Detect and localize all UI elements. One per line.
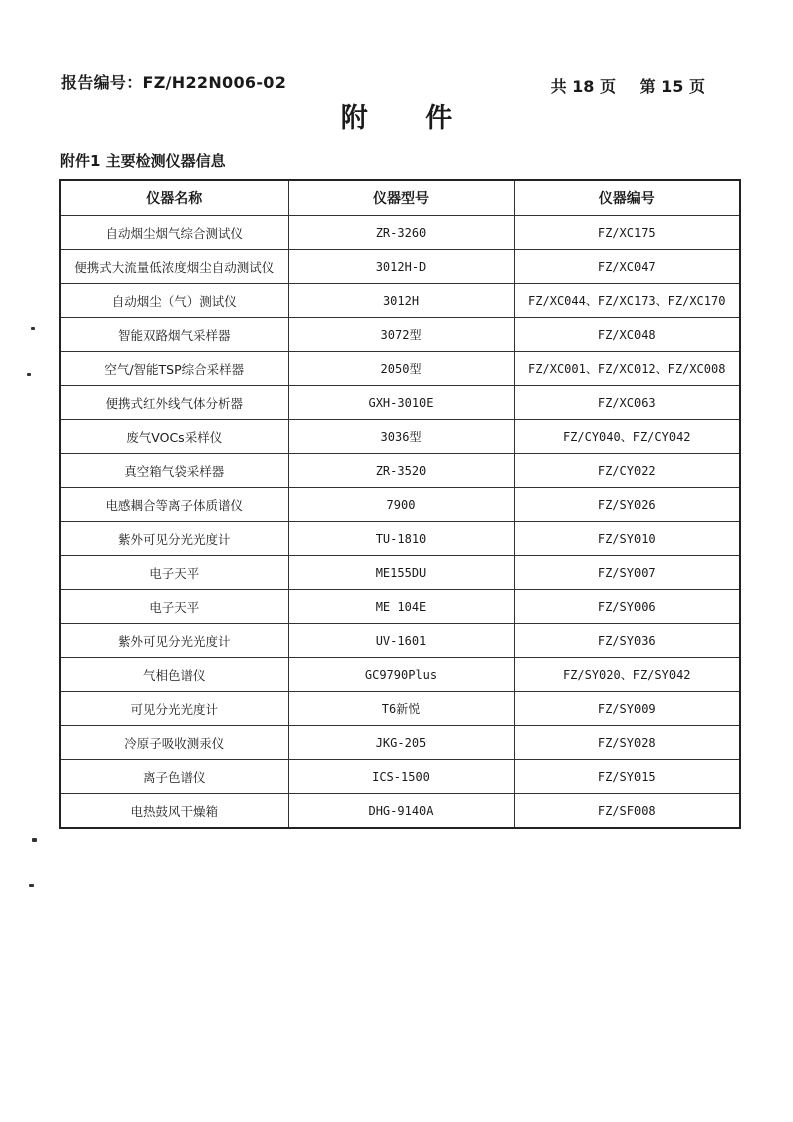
instrument-name-cell: 冷原子吸收测汞仪 xyxy=(60,726,288,760)
instrument-number-cell: FZ/SY020、FZ/SY042 xyxy=(514,658,740,692)
table-row xyxy=(60,522,740,556)
instrument-number-cell: FZ/SY009 xyxy=(514,692,740,726)
instrument-number-cell: FZ/XC063 xyxy=(514,386,740,420)
instrument-number-cell: FZ/CY040、FZ/CY042 xyxy=(514,420,740,454)
table-row xyxy=(60,794,740,829)
scan-speck xyxy=(27,373,31,376)
instrument-number-cell: FZ/XC044、FZ/XC173、FZ/XC170 xyxy=(514,284,740,318)
instrument-model-cell: ICS-1500 xyxy=(288,760,514,794)
instrument-name-cell: 自动烟尘烟气综合测试仪 xyxy=(60,216,288,250)
instrument-number-cell: FZ/SY010 xyxy=(514,522,740,556)
table-row xyxy=(60,692,740,726)
instrument-name-cell: 废气VOCs采样仪 xyxy=(60,420,288,454)
instrument-number-cell: FZ/SY015 xyxy=(514,760,740,794)
instrument-model-cell: 3012H xyxy=(288,284,514,318)
instrument-name-cell: 紫外可见分光光度计 xyxy=(60,624,288,658)
instrument-model-cell: ZR-3260 xyxy=(288,216,514,250)
instrument-number-cell: FZ/SF008 xyxy=(514,794,740,829)
instrument-number-cell: FZ/XC047 xyxy=(514,250,740,284)
table-row xyxy=(60,250,740,284)
table-row xyxy=(60,726,740,760)
table-row xyxy=(60,284,740,318)
instrument-name-cell: 紫外可见分光光度计 xyxy=(60,522,288,556)
instrument-number-cell: FZ/SY007 xyxy=(514,556,740,590)
instrument-model-cell: 3012H-D xyxy=(288,250,514,284)
table-row xyxy=(60,352,740,386)
table-row xyxy=(60,658,740,692)
instrument-name-cell: 电感耦合等离子体质谱仪 xyxy=(60,488,288,522)
table-row xyxy=(60,760,740,794)
instrument-model-cell: ME 104E xyxy=(288,590,514,624)
table-row xyxy=(60,590,740,624)
instrument-model-cell: TU-1810 xyxy=(288,522,514,556)
scan-speck xyxy=(32,838,37,842)
column-header-name: 仪器名称 xyxy=(60,180,288,216)
current-page: 第 15 页 xyxy=(639,77,705,96)
instrument-model-cell: ZR-3520 xyxy=(288,454,514,488)
instrument-table xyxy=(59,179,741,829)
instrument-model-cell: 7900 xyxy=(288,488,514,522)
instrument-number-cell: FZ/SY036 xyxy=(514,624,740,658)
table-row xyxy=(60,488,740,522)
column-header-number: 仪器编号 xyxy=(514,180,740,216)
instrument-model-cell: JKG-205 xyxy=(288,726,514,760)
instrument-name-cell: 离子色谱仪 xyxy=(60,760,288,794)
instrument-model-cell: GC9790Plus xyxy=(288,658,514,692)
section-title: 附件1 主要检测仪器信息 xyxy=(60,152,226,170)
scan-speck xyxy=(31,327,35,330)
instrument-name-cell: 气相色谱仪 xyxy=(60,658,288,692)
table-row xyxy=(60,318,740,352)
instrument-number-cell: FZ/XC048 xyxy=(514,318,740,352)
table-body xyxy=(60,216,740,829)
instrument-name-cell: 空气/智能TSP综合采样器 xyxy=(60,352,288,386)
instrument-name-cell: 便携式大流量低浓度烟尘自动测试仪 xyxy=(60,250,288,284)
table-row xyxy=(60,216,740,250)
instrument-model-cell: DHG-9140A xyxy=(288,794,514,829)
table-row xyxy=(60,624,740,658)
instrument-number-cell: FZ/XC001、FZ/XC012、FZ/XC008 xyxy=(514,352,740,386)
table-row xyxy=(60,454,740,488)
table-header-row xyxy=(60,180,740,216)
instrument-model-cell: GXH-3010E xyxy=(288,386,514,420)
instrument-number-cell: FZ/SY026 xyxy=(514,488,740,522)
instrument-name-cell: 可见分光光度计 xyxy=(60,692,288,726)
instrument-name-cell: 电子天平 xyxy=(60,556,288,590)
instrument-number-cell: FZ/CY022 xyxy=(514,454,740,488)
table-row xyxy=(60,556,740,590)
page-info xyxy=(533,74,705,97)
instrument-name-cell: 自动烟尘（气）测试仪 xyxy=(60,284,288,318)
table-row xyxy=(60,386,740,420)
report-number: 报告编号：FZ/H22N006-02 xyxy=(61,73,287,92)
instrument-model-cell: 3072型 xyxy=(288,318,514,352)
instrument-number-cell: FZ/SY006 xyxy=(514,590,740,624)
instrument-model-cell: T6新悦 xyxy=(288,692,514,726)
column-header-model: 仪器型号 xyxy=(288,180,514,216)
instrument-model-cell: 3036型 xyxy=(288,420,514,454)
instrument-name-cell: 真空箱气袋采样器 xyxy=(60,454,288,488)
instrument-name-cell: 智能双路烟气采样器 xyxy=(60,318,288,352)
instrument-name-cell: 电子天平 xyxy=(60,590,288,624)
total-pages: 共 18 页 xyxy=(550,77,616,96)
instrument-model-cell: UV-1601 xyxy=(288,624,514,658)
instrument-name-cell: 电热鼓风干燥箱 xyxy=(60,794,288,829)
scan-speck xyxy=(29,884,34,887)
instrument-number-cell: FZ/SY028 xyxy=(514,726,740,760)
instrument-model-cell: ME155DU xyxy=(288,556,514,590)
instrument-model-cell: 2050型 xyxy=(288,352,514,386)
table-row xyxy=(60,420,740,454)
instrument-name-cell: 便携式红外线气体分析器 xyxy=(60,386,288,420)
document-title: 附 件 xyxy=(340,103,477,134)
instrument-number-cell: FZ/XC175 xyxy=(514,216,740,250)
